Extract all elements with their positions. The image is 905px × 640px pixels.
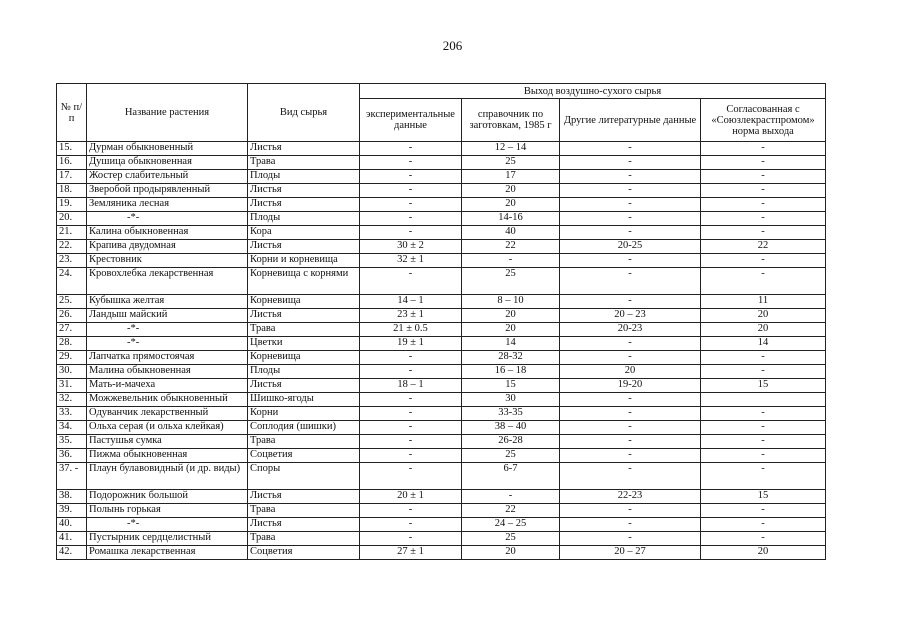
header-yield-group: Выход воздушно-сухого сырья xyxy=(360,84,826,99)
raw-material-type: Листья xyxy=(248,142,360,156)
reference-value: 25 xyxy=(462,156,560,170)
row-number: 29. xyxy=(57,351,87,365)
agreed-norm-value: - xyxy=(701,254,826,268)
plant-name: Душица обыкновенная xyxy=(87,156,248,170)
table-row xyxy=(57,365,826,379)
reference-value: 14 xyxy=(462,337,560,351)
literature-value: - xyxy=(560,504,701,518)
experimental-value: - xyxy=(360,198,462,212)
experimental-value: - xyxy=(360,393,462,407)
row-number: 28. xyxy=(57,337,87,351)
reference-value: 20 xyxy=(462,198,560,212)
agreed-norm-value: 15 xyxy=(701,490,826,504)
plant-name: Плаун булавовидный (и др. виды) xyxy=(87,463,248,490)
raw-material-type: Листья xyxy=(248,309,360,323)
agreed-norm-value: - xyxy=(701,435,826,449)
reference-value: 38 – 40 xyxy=(462,421,560,435)
agreed-norm-value: - xyxy=(701,212,826,226)
page-number: 206 xyxy=(442,38,463,53)
agreed-norm-value: - xyxy=(701,142,826,156)
literature-value: 22-23 xyxy=(560,490,701,504)
plant-name: Одуванчик лекарственный xyxy=(87,407,248,421)
raw-material-type: Трава xyxy=(248,435,360,449)
reference-value: 25 xyxy=(462,449,560,463)
plant-name: -*- xyxy=(87,518,248,532)
experimental-value: - xyxy=(360,212,462,226)
literature-value: - xyxy=(560,268,701,295)
literature-value: - xyxy=(560,295,701,309)
plant-name: Пустырник сердцелистный xyxy=(87,532,248,546)
table-row xyxy=(57,504,826,518)
row-number: 16. xyxy=(57,156,87,170)
raw-material-type: Соплодия (шишки) xyxy=(248,421,360,435)
reference-value: 28-32 xyxy=(462,351,560,365)
agreed-norm-value: - xyxy=(701,198,826,212)
table-row xyxy=(57,393,826,407)
raw-material-type: Корневища xyxy=(248,295,360,309)
table-row xyxy=(57,184,826,198)
reference-value: 16 – 18 xyxy=(462,365,560,379)
agreed-norm-value: - xyxy=(701,504,826,518)
plant-name: Малина обыкновенная xyxy=(87,365,248,379)
raw-material-type: Шишко-ягоды xyxy=(248,393,360,407)
agreed-norm-value: 20 xyxy=(701,546,826,560)
row-number: 38. xyxy=(57,490,87,504)
row-number: 30. xyxy=(57,365,87,379)
table-row xyxy=(57,240,826,254)
agreed-norm-value: 15 xyxy=(701,379,826,393)
table-row xyxy=(57,212,826,226)
table-row xyxy=(57,463,826,490)
row-number: 25. xyxy=(57,295,87,309)
reference-value: 25 xyxy=(462,532,560,546)
row-number: 20. xyxy=(57,212,87,226)
agreed-norm-value xyxy=(701,393,826,407)
reference-value: 20 xyxy=(462,309,560,323)
plant-name: Кубышка желтая xyxy=(87,295,248,309)
raw-material-type: Корневища с корнями xyxy=(248,268,360,295)
raw-material-type: Плоды xyxy=(248,365,360,379)
literature-value: 20-25 xyxy=(560,240,701,254)
row-number: 23. xyxy=(57,254,87,268)
row-number: 31. xyxy=(57,379,87,393)
plant-name: Пижма обыкновенная xyxy=(87,449,248,463)
literature-value: 20 – 27 xyxy=(560,546,701,560)
reference-value: 12 – 14 xyxy=(462,142,560,156)
raw-material-type: Корневища xyxy=(248,351,360,365)
plant-name: Можжевельник обыкновенный xyxy=(87,393,248,407)
row-number: 27. xyxy=(57,323,87,337)
experimental-value: - xyxy=(360,532,462,546)
raw-material-type: Плоды xyxy=(248,212,360,226)
plant-name: Ромашка лекарственная xyxy=(87,546,248,560)
reference-value: 22 xyxy=(462,240,560,254)
table-row xyxy=(57,254,826,268)
literature-value: - xyxy=(560,351,701,365)
header-agreed-norm: Согласованная с «Союзлекрастпромом» норма выхода xyxy=(701,99,826,142)
reference-value: 17 xyxy=(462,170,560,184)
literature-value: - xyxy=(560,421,701,435)
literature-value: - xyxy=(560,449,701,463)
experimental-value: 14 – 1 xyxy=(360,295,462,309)
header-other-literature: Другие литературные данные xyxy=(560,99,701,142)
literature-value: - xyxy=(560,156,701,170)
literature-value: - xyxy=(560,435,701,449)
reference-value: 30 xyxy=(462,393,560,407)
experimental-value: 20 ± 1 xyxy=(360,490,462,504)
agreed-norm-value: - xyxy=(701,407,826,421)
yield-table xyxy=(56,83,826,560)
header-experimental: экспериментальные данные xyxy=(360,99,462,142)
plant-name: Кровохлебка лекарственная xyxy=(87,268,248,295)
literature-value: 20 – 23 xyxy=(560,309,701,323)
row-number: 34. xyxy=(57,421,87,435)
plant-name: Лапчатка прямостоячая xyxy=(87,351,248,365)
row-number: 36. xyxy=(57,449,87,463)
literature-value: - xyxy=(560,463,701,490)
literature-value: - xyxy=(560,254,701,268)
row-number: 40. xyxy=(57,518,87,532)
raw-material-type: Трава xyxy=(248,504,360,518)
literature-value: - xyxy=(560,518,701,532)
experimental-value: - xyxy=(360,463,462,490)
plant-name: Дурман обыкновенный xyxy=(87,142,248,156)
experimental-value: - xyxy=(360,421,462,435)
table-row xyxy=(57,518,826,532)
table-row xyxy=(57,546,826,560)
plant-name: Жостер слабительный xyxy=(87,170,248,184)
row-number: 22. xyxy=(57,240,87,254)
agreed-norm-value: - xyxy=(701,268,826,295)
agreed-norm-value: 14 xyxy=(701,337,826,351)
agreed-norm-value: - xyxy=(701,351,826,365)
literature-value: - xyxy=(560,170,701,184)
experimental-value: - xyxy=(360,449,462,463)
experimental-value: 30 ± 2 xyxy=(360,240,462,254)
agreed-norm-value: - xyxy=(701,365,826,379)
table-body xyxy=(57,142,826,560)
plant-name: Ландыш майский xyxy=(87,309,248,323)
reference-value: 20 xyxy=(462,546,560,560)
reference-value: 14-16 xyxy=(462,212,560,226)
literature-value: - xyxy=(560,337,701,351)
raw-material-type: Листья xyxy=(248,198,360,212)
raw-material-type: Плоды xyxy=(248,170,360,184)
experimental-value: - xyxy=(360,351,462,365)
experimental-value: 32 ± 1 xyxy=(360,254,462,268)
raw-material-type: Листья xyxy=(248,184,360,198)
experimental-value: 27 ± 1 xyxy=(360,546,462,560)
table-row xyxy=(57,532,826,546)
literature-value: - xyxy=(560,198,701,212)
literature-value: 20 xyxy=(560,365,701,379)
plant-name: -*- xyxy=(87,323,248,337)
raw-material-type: Трава xyxy=(248,323,360,337)
experimental-value: - xyxy=(360,156,462,170)
row-number: 18. xyxy=(57,184,87,198)
agreed-norm-value: - xyxy=(701,518,826,532)
literature-value: - xyxy=(560,184,701,198)
literature-value: - xyxy=(560,142,701,156)
agreed-norm-value: - xyxy=(701,184,826,198)
row-number: 33. xyxy=(57,407,87,421)
experimental-value: - xyxy=(360,170,462,184)
agreed-norm-value: - xyxy=(701,532,826,546)
agreed-norm-value: 11 xyxy=(701,295,826,309)
table-row xyxy=(57,449,826,463)
plant-name: Пастушья сумка xyxy=(87,435,248,449)
raw-material-type: Трава xyxy=(248,156,360,170)
experimental-value: - xyxy=(360,365,462,379)
reference-value: 26-28 xyxy=(462,435,560,449)
header-num: № п/п xyxy=(57,84,87,142)
table-row xyxy=(57,226,826,240)
table-row xyxy=(57,309,826,323)
literature-value: - xyxy=(560,212,701,226)
row-number: 15. xyxy=(57,142,87,156)
experimental-value: - xyxy=(360,407,462,421)
literature-value: 19-20 xyxy=(560,379,701,393)
table-row xyxy=(57,142,826,156)
table-row xyxy=(57,268,826,295)
plant-name: -*- xyxy=(87,337,248,351)
raw-material-type: Кора xyxy=(248,226,360,240)
experimental-value: - xyxy=(360,504,462,518)
reference-value: - xyxy=(462,254,560,268)
reference-value: 6-7 xyxy=(462,463,560,490)
table-row xyxy=(57,490,826,504)
raw-material-type: Соцветия xyxy=(248,449,360,463)
table-row xyxy=(57,323,826,337)
table-row xyxy=(57,337,826,351)
header-raw-material-type: Вид сырья xyxy=(248,84,360,142)
header-plant-name: Название растения xyxy=(87,84,248,142)
agreed-norm-value: - xyxy=(701,226,826,240)
raw-material-type: Споры xyxy=(248,463,360,490)
raw-material-type: Корни xyxy=(248,407,360,421)
table-row xyxy=(57,156,826,170)
row-number: 35. xyxy=(57,435,87,449)
reference-value: 8 – 10 xyxy=(462,295,560,309)
experimental-value: 18 – 1 xyxy=(360,379,462,393)
literature-value: - xyxy=(560,532,701,546)
experimental-value: - xyxy=(360,435,462,449)
reference-value: 20 xyxy=(462,323,560,337)
table-row xyxy=(57,421,826,435)
table-row xyxy=(57,351,826,365)
agreed-norm-value: - xyxy=(701,449,826,463)
plant-name: Ольха серая (и ольха клейкая) xyxy=(87,421,248,435)
raw-material-type: Листья xyxy=(248,518,360,532)
experimental-value: 21 ± 0.5 xyxy=(360,323,462,337)
agreed-norm-value: - xyxy=(701,421,826,435)
plant-name: Полынь горькая xyxy=(87,504,248,518)
table-row xyxy=(57,407,826,421)
row-number: 26. xyxy=(57,309,87,323)
reference-value: 40 xyxy=(462,226,560,240)
header-reference: справочник по заготовкам, 1985 г xyxy=(462,99,560,142)
agreed-norm-value: 20 xyxy=(701,323,826,337)
row-number: 24. xyxy=(57,268,87,295)
experimental-value: - xyxy=(360,518,462,532)
agreed-norm-value: 20 xyxy=(701,309,826,323)
reference-value: 15 xyxy=(462,379,560,393)
table-row xyxy=(57,170,826,184)
plant-name: Калина обыкновенная xyxy=(87,226,248,240)
plant-name: Мать-и-мачеха xyxy=(87,379,248,393)
experimental-value: 23 ± 1 xyxy=(360,309,462,323)
row-number: 41. xyxy=(57,532,87,546)
raw-material-type: Соцветия xyxy=(248,546,360,560)
plant-name: -*- xyxy=(87,212,248,226)
table-row xyxy=(57,435,826,449)
experimental-value: 19 ± 1 xyxy=(360,337,462,351)
plant-name: Зверобой продырявленный xyxy=(87,184,248,198)
raw-material-type: Трава xyxy=(248,532,360,546)
raw-material-type: Корни и корневища xyxy=(248,254,360,268)
table-row xyxy=(57,379,826,393)
plant-name: Земляника лесная xyxy=(87,198,248,212)
agreed-norm-value: 22 xyxy=(701,240,826,254)
plant-name: Подорожник большой xyxy=(87,490,248,504)
literature-value: - xyxy=(560,393,701,407)
literature-value: - xyxy=(560,226,701,240)
row-number: 21. xyxy=(57,226,87,240)
raw-material-type: Листья xyxy=(248,240,360,254)
reference-value: 20 xyxy=(462,184,560,198)
reference-value: 22 xyxy=(462,504,560,518)
experimental-value: - xyxy=(360,142,462,156)
row-number: 39. xyxy=(57,504,87,518)
experimental-value: - xyxy=(360,268,462,295)
plant-name: Крестовник xyxy=(87,254,248,268)
raw-material-type: Листья xyxy=(248,379,360,393)
literature-value: 20-23 xyxy=(560,323,701,337)
reference-value: 25 xyxy=(462,268,560,295)
agreed-norm-value: - xyxy=(701,463,826,490)
agreed-norm-value: - xyxy=(701,170,826,184)
experimental-value: - xyxy=(360,184,462,198)
row-number: 17. xyxy=(57,170,87,184)
reference-value: - xyxy=(462,490,560,504)
plant-name: Крапива двудомная xyxy=(87,240,248,254)
row-number: 32. xyxy=(57,393,87,407)
table-row xyxy=(57,198,826,212)
row-number: 37. - xyxy=(57,463,87,490)
experimental-value: - xyxy=(360,226,462,240)
agreed-norm-value: - xyxy=(701,156,826,170)
row-number: 19. xyxy=(57,198,87,212)
raw-material-type: Цветки xyxy=(248,337,360,351)
reference-value: 24 – 25 xyxy=(462,518,560,532)
literature-value: - xyxy=(560,407,701,421)
table-row xyxy=(57,295,826,309)
raw-material-type: Листья xyxy=(248,490,360,504)
reference-value: 33-35 xyxy=(462,407,560,421)
row-number: 42. xyxy=(57,546,87,560)
